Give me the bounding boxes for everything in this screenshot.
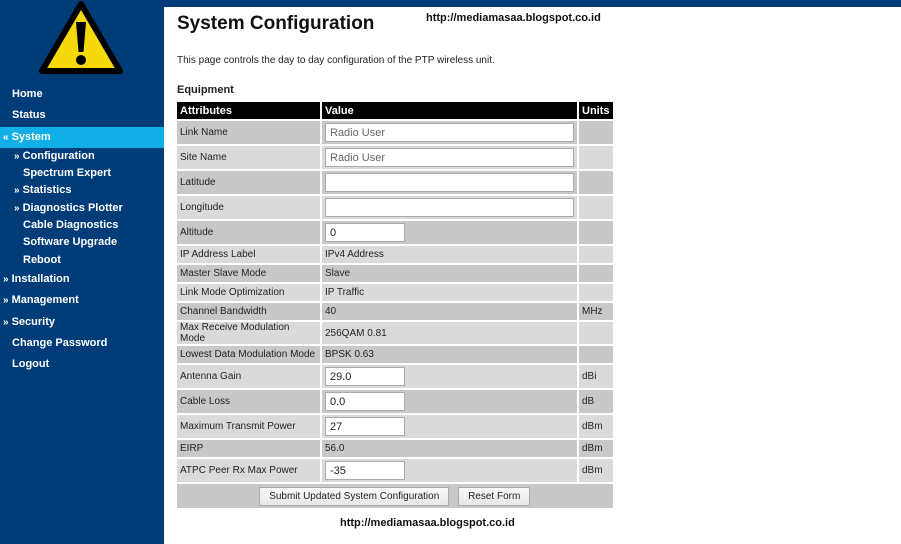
attribute-label: Maximum Transmit Power [177, 415, 320, 438]
value-cell: Slave [322, 265, 577, 282]
form-actions-row [177, 484, 613, 508]
units-cell: dBm [579, 415, 613, 438]
sidebar [0, 0, 164, 544]
sidebar-item-label: Change Password [12, 336, 108, 349]
sidebar-item-label: Management [11, 294, 79, 307]
sidebar-item-label: Configuration [22, 149, 95, 162]
expand-chevron-icon: » [14, 202, 20, 214]
link-name-input[interactable] [325, 123, 574, 142]
sidebar-item-home[interactable] [0, 84, 164, 105]
table-row [177, 284, 613, 301]
table-row [177, 303, 613, 320]
sidebar-item-logout[interactable] [0, 354, 164, 375]
units-cell: dBi [579, 365, 613, 388]
value-cell: 56.0 [322, 440, 577, 457]
table-row [177, 265, 613, 282]
units-cell: MHz [579, 303, 613, 320]
page-description: This page controls the day to day configuration of the PTP wireless unit. [177, 55, 495, 66]
expand-chevron-icon: » [3, 295, 9, 307]
sidebar-item-label: Diagnostics Plotter [22, 201, 123, 214]
sidebar-item-label: Software Upgrade [23, 236, 118, 249]
sidebar-item-reboot[interactable] [0, 252, 164, 269]
watermark-text: http://mediamasaa.blogspot.co.id [340, 517, 515, 529]
units-cell [579, 265, 613, 282]
units-cell [579, 346, 613, 363]
units-cell [579, 146, 613, 169]
attribute-label: Site Name [177, 146, 320, 169]
table-row [177, 171, 613, 194]
expand-chevron-icon: » [14, 185, 20, 197]
expand-chevron-icon: » [14, 150, 20, 162]
column-header-value: Value [322, 102, 577, 119]
attribute-label: Master Slave Mode [177, 265, 320, 282]
altitude-input[interactable] [325, 223, 405, 242]
attribute-label: EIRP [177, 440, 320, 457]
attribute-label: Longitude [177, 196, 320, 219]
units-cell [579, 171, 613, 194]
expand-chevron-icon: » [3, 316, 9, 328]
sidebar-item-label: Statistics [22, 184, 72, 197]
sidebar-item-system[interactable] [0, 127, 164, 148]
sidebar-item-label: Cable Diagnostics [23, 219, 119, 232]
sidebar-item-label: Reboot [23, 253, 61, 266]
table-row [177, 440, 613, 457]
longitude-input[interactable] [325, 198, 574, 217]
attribute-label: Max Receive Modulation Mode [177, 322, 320, 344]
units-cell: dBm [579, 440, 613, 457]
sidebar-item-status[interactable] [0, 105, 164, 126]
sidebar-item-statistics[interactable] [0, 182, 164, 199]
table-row [177, 322, 613, 344]
value-cell: IP Traffic [322, 284, 577, 301]
attribute-label: Link Name [177, 121, 320, 144]
units-cell [579, 196, 613, 219]
units-cell [579, 322, 613, 344]
sidebar-item-management[interactable] [0, 290, 164, 311]
sidebar-item-spectrum-expert[interactable] [0, 165, 164, 182]
equipment-table [175, 100, 615, 510]
table-row [177, 246, 613, 263]
units-cell [579, 284, 613, 301]
attribute-label: Link Mode Optimization [177, 284, 320, 301]
units-cell [579, 221, 613, 244]
value-cell: IPv4 Address [322, 246, 577, 263]
atpc-peer-rx-max-power-input[interactable] [325, 461, 405, 480]
sidebar-item-installation[interactable] [0, 269, 164, 290]
antenna-gain-input[interactable] [325, 367, 405, 386]
sidebar-item-label: System [11, 130, 51, 143]
table-row [177, 196, 613, 219]
sidebar-item-diagnostics-plotter[interactable] [0, 200, 164, 217]
column-header-units: Units [579, 102, 613, 119]
attribute-label: ATPC Peer Rx Max Power [177, 459, 320, 482]
site-name-input[interactable] [325, 148, 574, 167]
section-heading: Equipment [177, 84, 234, 96]
sidebar-item-label: Logout [12, 358, 50, 371]
sidebar-item-label: Installation [11, 272, 70, 285]
table-row [177, 346, 613, 363]
sidebar-item-label: Home [12, 88, 43, 100]
reset-form-button[interactable]: Reset Form [458, 487, 530, 506]
watermark-text: http://mediamasaa.blogspot.co.id [426, 12, 601, 24]
sidebar-item-security[interactable] [0, 312, 164, 333]
submit-configuration-button[interactable]: Submit Updated System Configuration [259, 487, 449, 506]
attribute-label: Latitude [177, 171, 320, 194]
units-cell: dB [579, 390, 613, 413]
latitude-input[interactable] [325, 173, 574, 192]
table-row [177, 221, 613, 244]
sidebar-item-label: Spectrum Expert [23, 167, 112, 180]
value-cell: 40 [322, 303, 577, 320]
units-cell [579, 246, 613, 263]
value-cell: 256QAM 0.81 [322, 322, 577, 344]
warning-triangle-icon [38, 0, 124, 76]
max-transmit-power-input[interactable] [325, 417, 405, 436]
table-row [177, 459, 613, 482]
value-cell: BPSK 0.63 [322, 346, 577, 363]
column-header-attributes: Attributes [177, 102, 320, 119]
sidebar-item-configuration[interactable] [0, 148, 164, 165]
sidebar-item-label: Status [12, 109, 46, 122]
table-row [177, 121, 613, 144]
table-header-row [177, 102, 613, 119]
expand-chevron-icon: » [3, 273, 9, 285]
units-cell [579, 121, 613, 144]
page-title: System Configuration [177, 13, 375, 34]
table-row [177, 390, 613, 413]
table-row [177, 146, 613, 169]
sidebar-item-software-upgrade[interactable] [0, 234, 164, 251]
collapse-chevron-icon: « [3, 131, 9, 143]
cable-loss-input[interactable] [325, 392, 405, 411]
table-row [177, 365, 613, 388]
attribute-label: Cable Loss [177, 390, 320, 413]
attribute-label: Altitude [177, 221, 320, 244]
units-cell: dBm [579, 459, 613, 482]
attribute-label: Antenna Gain [177, 365, 320, 388]
attribute-label: Lowest Data Modulation Mode [177, 346, 320, 363]
sidebar-nav [0, 84, 164, 375]
attribute-label: Channel Bandwidth [177, 303, 320, 320]
sidebar-item-cable-diagnostics[interactable] [0, 217, 164, 234]
table-row [177, 415, 613, 438]
sidebar-item-label: Security [11, 315, 55, 328]
attribute-label: IP Address Label [177, 246, 320, 263]
sidebar-item-change-password[interactable] [0, 333, 164, 354]
